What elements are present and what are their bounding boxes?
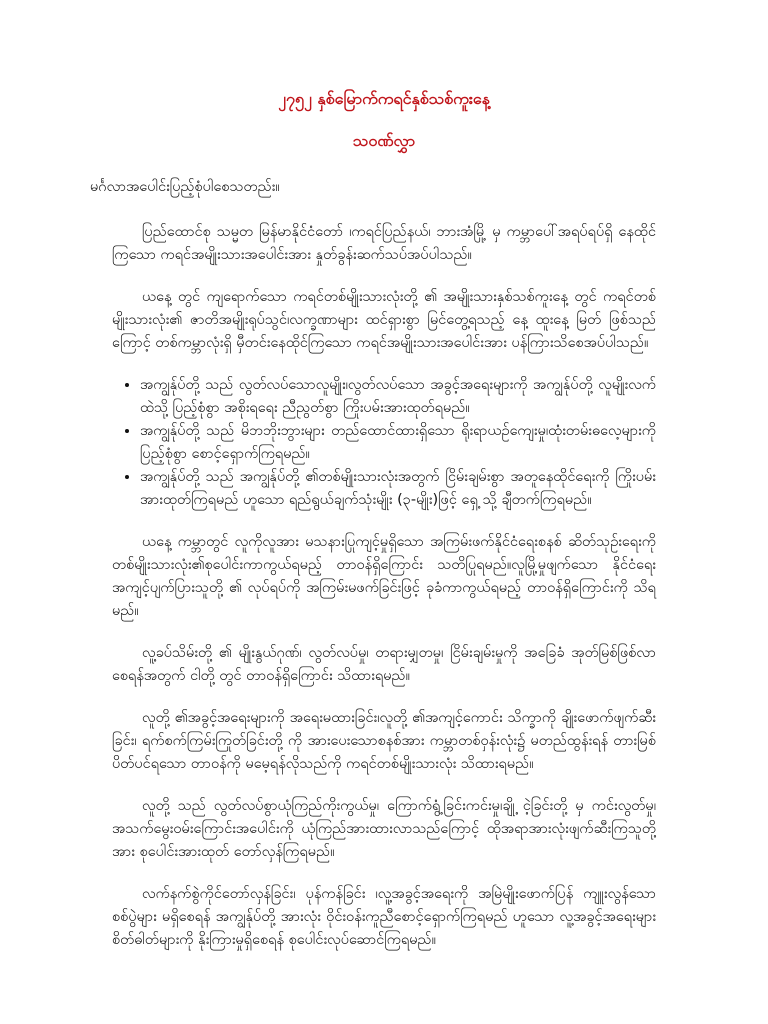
document-title: ၂၇၅၂ နှစ်မြောက်ကရင်နှစ်သစ်ကူးနေ့ [278, 89, 490, 108]
document-subtitle: သဝဏ်လွှာ [352, 131, 416, 150]
bullet-list [112, 374, 656, 512]
bullet-item-1: • အကျွန်ုပ်တို့ သည် လွတ်လပ်သောလူမျိုး၊လွတ်လပ်သော အခွင့်အရေးများကို အကျွန်ုပ်တို့ လူမျိုးလက်ထဲသို့ ပြည့်စုံစွာ အစိုးရရေး ညီညွတ်စွာ ကြိုးပမ်းအားထုတ်ရမည်။ [140, 374, 656, 420]
paragraph-5: လူတို့ ၏အခွင့်အရေးများကို အရေးမထားခြင်း၊လူတို့ ၏အကျင့်ကောင်း သိက္ခာကို ချိုးဖောက်ဖျက်ဆီးခြင်း၊ ရက်စက်ကြမ်းကြုတ်ခြင်းတို့ ကို အားပေးသောစနစ်အား ကမ္ဘာတစ်ဝှန်းလုံး၌ မတည်ထွန်းရန် တားမြစ်ပိတ်ပင်ရသော တာဝန်ကို မမေ့ရန်လိုသည်ကို ကရင်တစ်မျိုးသားလုံး သိထားရမည်။ [112, 710, 656, 772]
paragraph-1: ပြည်ထောင်စု သမ္မတ မြန်မာနိုင်ငံတော် ၊ကရင်ပြည်နယ်၊ ဘားအံမြို့ မှ ကမ္ဘာပေါ်အရပ်ရပ်ရှိ နေထိုင်ကြသော ကရင်အမျိုးသားအပေါင်းအား နှုတ်ခွန်းဆက်သပ်အပ်ပါသည်။ [112, 224, 656, 263]
bullet-item-3: • အကျွန်ုပ်တို့ သည် အကျွန်ုပ်တို့ ၏တစ်မျိုးသားလုံးအတွက် ငြိမ်းချမ်းစွာ အတူနေထိုင်ရေးကို ကြိုးပမ်းအားထုတ်ကြရမည် ဟူသော ရည်ရွယ်ချက်သုံးမျိုး (၃-မျိုး)ဖြင့် ရှေ့ သို့ ချီတက်ကြရမည်။ [140, 466, 656, 512]
paragraph-6: လူတို့ သည် လွတ်လပ်စွာယုံကြည်ကိုးကွယ်မှု၊ ကြောက်ရွံ့ခြင်းကင်းမှု၊ချို့ ငဲ့ခြင်းတို့ မှ ကင်းလွတ်မှု၊ အသက်မွေးဝမ်းကြောင်းအပေါင်းကို ယုံကြည်အားထားလာသည်ကြောင့် ထိုအရာအားလုံးဖျက်ဆီးကြသူတို့ အား စုပေါင်းအားထုတ် တော်လှန်ကြရမည်။ [112, 798, 656, 860]
paragraph-7: လက်နက်စွဲကိုင်တော်လှန်ခြင်း၊ ပုန်ကန်ခြင်း ၊လူ့အခွင့်အရေးကို အမြဲမျိုးဖောက်ပြန် ကျူးလွန်သော စစ်ပွဲများ မရှိစေရန် အကျွန်ုပ်တို့ အားလုံး ဝိုင်းဝန်းကူညီစောင့်ရှောက်ကြရမည် ဟူသော လူ့အခွင့်အရေးများ စိတ်ဓါတ်များကို နိုးကြားမှုရှိစေရန် စုပေါင်းလုပ်ဆောင်ကြရမည်။ [112, 886, 656, 948]
paragraph-2: ယနေ့ တွင် ကျရောက်သော ကရင်တစ်မျိုးသားလုံးတို့ ၏ အမျိုးသားနှစ်သစ်ကူးနေ့ တွင် ကရင်တစ်မျိုးသားလုံး၏ ဇာတိအမျိုးရုပ်သွင်၊လက္ခဏာများ ထင်ရှားစွာ မြင်တွေ့ရသည့် နေ့ ထူးနေ့ မြတ် ဖြစ်သည်ကြောင့် တစ်ကမ္ဘာလုံးရှိ မှီတင်းနေထိုင်ကြသော ကရင်အမျိုးသားအပေါင်းအား ပန်ကြားသိစေအပ်ပါသည်။ [112, 289, 656, 351]
paragraph-4: လူ့ခပ်သိမ်းတို့ ၏ မျိုးနွယ်ဂုဏ်၊ လွတ်လပ်မှု၊ တရားမျှတမှု၊ ငြိမ်းချမ်းမှုကို အခြေခံ အုတ်မြစ်ဖြစ်လာစေရန်အတွက် ငါတို့ တွင် တာဝန်ရှိကြောင်း သိထားရမည်။ [112, 645, 656, 684]
bullet-item-2: • အကျွန်ုပ်တို့ သည် မိဘဘိုးဘွားများ တည်ထောင်ထားရှိသော ရိုးရာယဉ်ကျေးမှု၊ထုံးတမ်းဓလေ့များကို ပြည့်စုံစွာ စောင့်ရှောက်ကြရမည်။ [140, 420, 656, 466]
paragraph-3: ယနေ့ ကမ္ဘာတွင် လူကိုလူအား မသနားပြုကျင့်မှုရှိသော အကြမ်းဖက်နိုင်ငံရေးစနစ် ဆိတ်သုဉ်းရေးကို တစ်မျိုးသားလုံး၏စုပေါင်းကာကွယ်ရမည့် တာဝန်ရှိကြောင်း သတိပြုရမည်။လူမြို့မှုဖျက်သော နိုင်ငံရေး အကျင့်ပျက်ပြားသူတို့ ၏ လုပ်ရပ်ကို အကြမ်းမဖက်ခြင်းဖြင့် ခုခံကာကွယ်ရမည့် တာဝန်ရှိကြောင်းကို သိရမည်။ [112, 534, 656, 619]
greeting-line: မင်္ဂလာအပေါင်းပြည့်စုံပါစေသတည်း။ [90, 179, 280, 195]
